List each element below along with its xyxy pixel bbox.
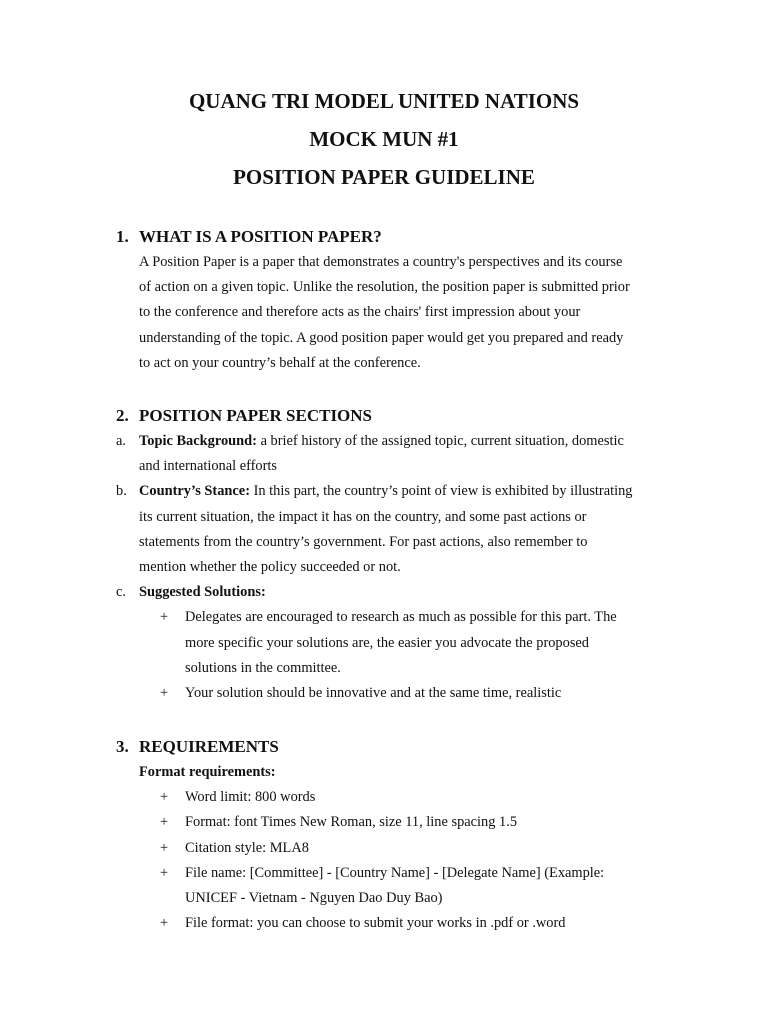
paragraph-line: Word limit: 800 words — [185, 789, 316, 806]
bullet-marker: + — [160, 814, 169, 831]
title-line-event: MOCK MUN #1 — [309, 127, 459, 151]
bullet-body — [185, 605, 685, 681]
bullet-marker: + — [160, 864, 169, 881]
section-heading — [0, 403, 768, 429]
paragraph-line: statements from the country’s government. For past actions, also remember to — [139, 533, 588, 550]
section-position-paper-sections — [0, 403, 768, 706]
section-title: POSITION PAPER SECTIONS — [139, 406, 373, 425]
paragraph-line: more specific your solutions are, the easier you advocate the proposed — [185, 634, 589, 651]
title-line-organization: QUANG TRI MODEL UNITED NATIONS — [188, 89, 580, 113]
bullet-marker: + — [160, 915, 169, 932]
bullet-body — [185, 861, 685, 911]
title-line-document: POSITION PAPER GUIDELINE — [233, 165, 535, 189]
paragraph-line: File name: [Committee] - [Country Name] - [Delegate Name] (Example: — [185, 864, 605, 881]
format-requirements-heading: Format requirements: — [139, 764, 276, 780]
bullet-marker: + — [160, 684, 169, 701]
bullet-item — [0, 785, 768, 810]
list-item-letter: c. — [116, 584, 126, 601]
section-what-is-position-paper — [0, 224, 768, 376]
paragraph-line: UNICEF - Vietnam - Nguyen Dao Duy Bao) — [185, 889, 443, 906]
list-item-body — [139, 580, 679, 605]
item-text: a brief history of the assigned topic, current situation, domestic — [256, 433, 624, 449]
bullet-item — [0, 861, 768, 911]
document-title — [0, 86, 768, 200]
list-item-body — [139, 429, 679, 479]
section-number: 1. — [116, 227, 129, 246]
item-label: Suggested Solutions: — [139, 584, 266, 601]
paragraph-line — [139, 429, 679, 454]
list-item-suggested-solutions — [0, 580, 768, 605]
paragraph-line: File format: you can choose to submit your works in .pdf or .word — [185, 915, 566, 932]
bullet-item — [0, 836, 768, 861]
bullet-body — [185, 681, 685, 706]
bullet-body — [185, 836, 685, 861]
section-title: REQUIREMENTS — [139, 737, 279, 756]
section-heading — [0, 224, 768, 250]
list-item-letter: b. — [116, 483, 127, 500]
bullet-item — [0, 681, 768, 706]
paragraph-line: Format: font Times New Roman, size 11, line spacing 1.5 — [185, 814, 518, 831]
paragraph-line: solutions in the committee. — [185, 659, 341, 676]
paragraph-line — [139, 479, 679, 504]
section-requirements — [0, 734, 768, 936]
item-label: Topic Background: — [139, 433, 257, 449]
paragraph-line: mention whether the policy succeeded or not. — [139, 558, 401, 575]
paragraph-line: Your solution should be innovative and at the same time, realistic — [185, 684, 562, 701]
paragraph-line: to the conference and therefore acts as the chairs' first impression about your — [139, 304, 581, 321]
item-label: Country’s Stance: — [139, 483, 250, 500]
paragraph-line: A Position Paper is a paper that demonstrates a country's perspectives and its course — [139, 254, 623, 270]
list-item-letter: a. — [116, 433, 126, 449]
section-number: 3. — [116, 737, 129, 756]
bullet-item — [0, 810, 768, 835]
paragraph-line: Delegates are encouraged to research as much as possible for this part. The — [185, 609, 617, 626]
list-item-topic-background — [0, 429, 768, 479]
paragraph-line: of action on a given topic. Unlike the resolution, the position paper is submitted prior — [139, 279, 630, 296]
list-item-body — [139, 479, 679, 580]
section-heading — [0, 734, 768, 760]
section-number: 2. — [116, 406, 129, 425]
bullet-body — [185, 810, 685, 835]
paragraph-line: to act on your country’s behalf at the conference. — [139, 354, 421, 371]
bullet-body — [185, 785, 685, 810]
section-title: WHAT IS A POSITION PAPER? — [139, 227, 382, 246]
bullet-body — [185, 911, 685, 936]
bullet-marker: + — [160, 609, 169, 626]
bullet-marker: + — [160, 789, 169, 806]
bullet-marker: + — [160, 839, 169, 856]
bullet-item — [0, 605, 768, 681]
section-paragraph — [139, 250, 679, 376]
paragraph-line: and international efforts — [139, 458, 277, 475]
paragraph-line: Citation style: MLA8 — [185, 839, 309, 856]
paragraph-line: its current situation, the impact it has on the country, and some past actions or — [139, 508, 587, 525]
paragraph-line: understanding of the topic. A good position paper would get you prepared and ready — [139, 329, 624, 346]
bullet-item — [0, 911, 768, 936]
list-item-country-stance — [0, 479, 768, 580]
item-text: In this part, the country’s point of view is exhibited by illustrating — [250, 483, 633, 500]
